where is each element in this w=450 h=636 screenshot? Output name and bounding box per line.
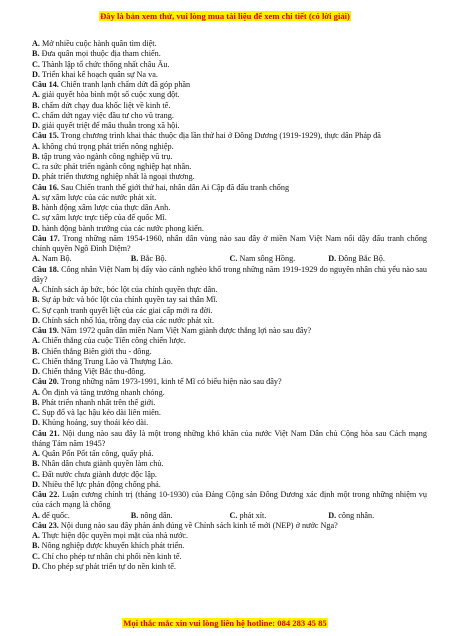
question-stem: Câu 15. Trong chương trình khai thác thuộc địa lần thứ hai ở Đông Dương (1919-1929), thực dân Pháp đã [32, 131, 381, 141]
answer-option: A. Ổn định và tăng trưởng nhanh chóng. [32, 387, 165, 397]
answer-option: A. Chính sách áp bức, bóc lột của chính quyền thực dân. [32, 285, 218, 294]
answer-option: C. Nam sông Hồng. [229, 254, 296, 264]
answer-option: B. tập trung vào ngành công nghiệp vũ trụ. [32, 151, 173, 161]
answer-option: C. Chiến thắng Trung Lào và Thượng Lào. [32, 356, 173, 366]
answer-option: A. sự xâm lược của các nước phát xít. [32, 192, 157, 202]
answer-options-row [32, 254, 427, 264]
question-stem: Câu 19. Năm 1972 quân dân miền Nam Việt Nam giành được thắng lợi nào sau đây? [32, 326, 312, 335]
answer-option: B. hành động xâm lược của thực dân Anh. [32, 203, 171, 212]
question-stem: Câu 23. Nội dung nào sau đây phản ánh đúng về Chính sách kinh tế mới (NEP) ở nước Nga? [32, 520, 338, 530]
answer-option: D. Chính sách nhổ lúa, trồng đay của các nước phát xít. [32, 315, 215, 325]
preview-banner: Đây là bản xem thử, vui lòng mua tài liệu để xem chi tiết (có lời giải) [100, 11, 350, 21]
answer-option: A. Quân Pốn Pốt tấn công, quấy phá. [32, 449, 154, 458]
question-stem: Câu 21. Nội dung nào sau đây là một trong những khó khăn của nước Việt Nam Dân chủ Cộng hòa sau Cách mạng tháng Tám năm 1945? [32, 428, 427, 448]
answer-option: A. Nam Bộ. [32, 254, 72, 264]
answer-option: B. Phát triển nhanh nhất trên thế giới. [32, 397, 156, 407]
answer-options-row [32, 511, 427, 521]
hotline-footer: Mọi thắc mắc xin vui lòng liên hệ hotline: 084 283 45 85 [123, 618, 327, 628]
answer-option: A. Mở nhiều cuộc hành quân tìm diệt. [32, 39, 157, 48]
answer-option: D. hành động bành trướng của các nước phong kiến. [32, 223, 204, 233]
answer-option: C. Đất nước chưa giành được độc lập. [32, 469, 157, 479]
answer-option: B. Nông nghiệp được khuyến khích phát triển. [32, 541, 185, 551]
answer-option: D. Triển khai kế hoạch quân sự Na va. [32, 69, 158, 79]
answer-option: D. phát triển thương nghiệp nhất là ngoại thương. [32, 172, 195, 182]
answer-option: D. Nhiều thế lực phản động chống phá. [32, 479, 161, 489]
answer-option: B. nông dân. [130, 510, 173, 520]
answer-option: D. Đông Bắc Bộ. [328, 254, 385, 264]
answer-option: A. Thực hiện độc quyền mọi mặt của nhà nước. [32, 531, 189, 540]
answer-option: B. Bắc Bộ. [130, 254, 167, 264]
answer-option: A. không chú trọng phát triển nông nghiệp. [32, 141, 174, 151]
answer-option: A. đế quốc. [32, 510, 70, 520]
answer-option: C. Sự cạnh tranh quyết liệt của các giai cấp mới ra đời. [32, 305, 213, 315]
answer-option: C. sự xâm lược trực tiếp của đế quốc Mĩ. [32, 213, 167, 223]
answer-option: B. Sự áp bức và bóc lột của chính quyền tay sai thân Mĩ. [32, 295, 218, 305]
question-stem: Câu 20. Trong những năm 1973-1991, kinh tế Mĩ có biểu hiện nào sau đây? [32, 377, 282, 387]
answer-option: D. công nhân. [328, 510, 375, 520]
answer-option: B. Chiến thắng Biên giới thu - đông. [32, 346, 152, 356]
answer-option: B. Đưa quân mọi thuộc địa tham chiến. [32, 49, 161, 59]
answer-option: C. Chỉ cho phép tư nhân chi phối nền kinh tế. [32, 551, 182, 561]
question-stem: Câu 17. Trong những năm 1954-1960, nhân dân vùng nào sau đây ở miền Nam Việt Nam nổi dậy đấu tranh chống chính quyền Ngô Đình Diệm? [32, 233, 427, 253]
answer-option: C. chấm dứt ngay việc đầu tư cho vũ trang. [32, 110, 174, 120]
question-stem: Câu 18. Công nhân Việt Nam bị đẩy vào cảnh nghèo khổ trong những năm 1919-1929 do nguyên nhân chủ yếu nào sau đây? [32, 264, 427, 284]
answer-option: D. Khủng hoảng, suy thoái kéo dài. [32, 418, 149, 428]
answer-option: D. Cho phép sự phát triển tự do nền kinh tế. [32, 561, 176, 571]
answer-option: D. Chiến thắng Việt Bắc thu-đông. [32, 367, 146, 376]
question-stem: Câu 22. Luận cương chính trị (tháng 10-1930) của Đảng Cộng sản Đông Dương xác định một trong những nhiệm vụ của cách mạng là chống [32, 490, 427, 510]
answer-option: B. chấm dứt chạy đua khốc liệt về kinh tế. [32, 100, 171, 110]
answer-option: C. ra sức phát triển ngành công nghiệp hạt nhân. [32, 162, 192, 171]
answer-option: A. Chiến thắng của cuộc Tiến công chiến lược. [32, 336, 186, 346]
answer-option: D. giải quyết triệt để mâu thuẫn trong xã hội. [32, 121, 180, 130]
answer-option: C. phát xít. [229, 510, 267, 520]
question-stem: Câu 16. Sau Chiến tranh thế giới thứ hai, nhân dân Ai Cập đã đấu tranh chống [32, 182, 290, 192]
answer-option: B. Nhân dân chưa giành quyền làm chủ. [32, 459, 164, 469]
question-stem: Câu 14. Chiến tranh lạnh chấm dứt đã góp phần [32, 80, 191, 89]
question-list [32, 39, 427, 572]
answer-option: C. Thành lập tổ chức thống nhất châu Âu. [32, 59, 170, 69]
answer-option: A. giải quyết hòa bình một số cuộc xung đột. [32, 90, 180, 100]
answer-option: C. Sụp đổ và lạc hậu kéo dài liên miên. [32, 408, 161, 417]
